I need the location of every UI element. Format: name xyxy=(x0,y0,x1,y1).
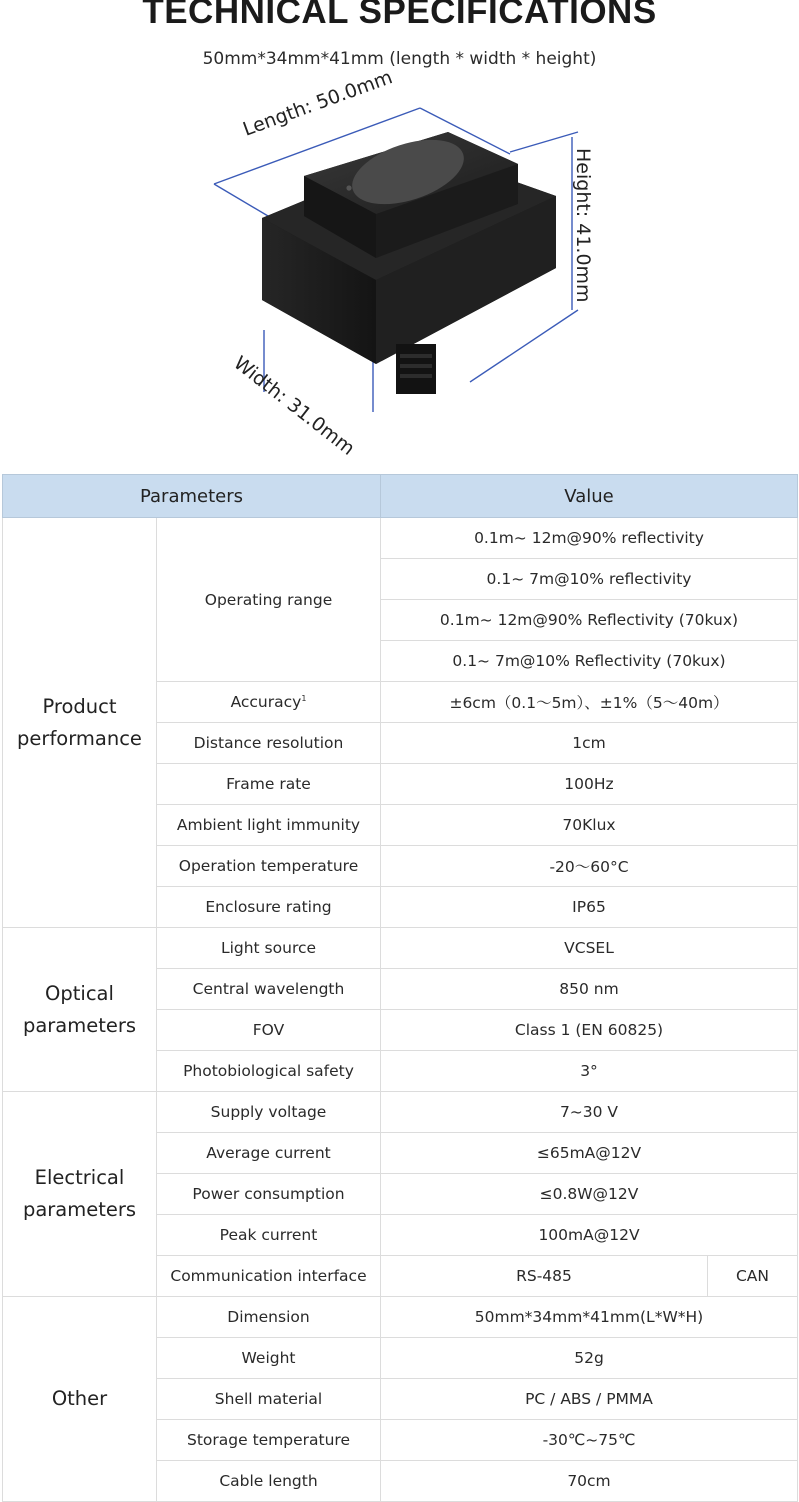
group-electrical-parameters: Electrical parameters xyxy=(3,1092,157,1297)
param-cell: Storage temperature xyxy=(157,1420,381,1461)
header-parameters: Parameters xyxy=(3,475,381,518)
product-image xyxy=(200,92,620,452)
table-row xyxy=(3,1297,798,1338)
accuracy-label: Accuracy xyxy=(230,693,302,711)
value-cell: RS-485 xyxy=(381,1256,708,1297)
param-cell: Enclosure rating xyxy=(157,887,381,928)
value-cell: IP65 xyxy=(381,887,798,928)
table-header xyxy=(3,475,798,518)
value-cell: 50mm*34mm*41mm(L*W*H) xyxy=(381,1297,798,1338)
value-cell: 1cm xyxy=(381,723,798,764)
value-cell: 0.1m~ 12m@90% reflectivity xyxy=(381,518,798,559)
param-cell: Communication interface xyxy=(157,1256,381,1297)
table-row xyxy=(3,928,798,969)
value-cell: Class 1 (EN 60825) xyxy=(381,1010,798,1051)
param-cell: Power consumption xyxy=(157,1174,381,1215)
value-cell: 0.1~ 7m@10% reflectivity xyxy=(381,559,798,600)
value-cell: -20～60°C xyxy=(381,846,798,887)
value-cell: 52g xyxy=(381,1338,798,1379)
group-optical-parameters: Optical parameters xyxy=(3,928,157,1092)
width-label: Width: 31.0mm xyxy=(229,352,359,460)
param-cell: Supply voltage xyxy=(157,1092,381,1133)
param-cell: Shell material xyxy=(157,1379,381,1420)
value-cell: VCSEL xyxy=(381,928,798,969)
param-cell: Central wavelength xyxy=(157,969,381,1010)
page-title: TECHNICAL SPECIFICATIONS xyxy=(142,0,657,31)
group-product-performance: Product performance xyxy=(3,518,157,928)
value-cell: 0.1m~ 12m@90% Reflectivity (70kux) xyxy=(381,600,798,641)
param-cell xyxy=(157,682,381,723)
param-cell: Distance resolution xyxy=(157,723,381,764)
value-cell: ≤0.8W@12V xyxy=(381,1174,798,1215)
group-other: Other xyxy=(3,1297,157,1502)
value-cell: 7~30 V xyxy=(381,1092,798,1133)
param-cell: Operation temperature xyxy=(157,846,381,887)
param-cell: Light source xyxy=(157,928,381,969)
value-cell: -30℃~75℃ xyxy=(381,1420,798,1461)
table-row xyxy=(3,1092,798,1133)
param-cell: Frame rate xyxy=(157,764,381,805)
length-label: Length: 50.0mm xyxy=(240,66,396,141)
value-cell: 0.1~ 7m@10% Reflectivity (70kux) xyxy=(381,641,798,682)
value-cell: 70Klux xyxy=(381,805,798,846)
height-label: Height: 41.0mm xyxy=(572,148,594,303)
value-cell: ±6cm（0.1～5m）、±1%（5～40m） xyxy=(381,682,798,723)
param-cell: FOV xyxy=(157,1010,381,1051)
param-cell: Photobiological safety xyxy=(157,1051,381,1092)
param-cell: Ambient light immunity xyxy=(157,805,381,846)
param-cell: Operating range xyxy=(157,518,381,682)
header-value: Value xyxy=(381,475,798,518)
param-cell: Peak current xyxy=(157,1215,381,1256)
param-cell: Dimension xyxy=(157,1297,381,1338)
param-cell: Weight xyxy=(157,1338,381,1379)
value-cell: 3° xyxy=(381,1051,798,1092)
table-row xyxy=(3,518,798,559)
footnote-marker: 1 xyxy=(301,693,307,703)
value-cell: 100mA@12V xyxy=(381,1215,798,1256)
value-cell: ≤65mA@12V xyxy=(381,1133,798,1174)
value-cell: 850 nm xyxy=(381,969,798,1010)
value-cell: 100Hz xyxy=(381,764,798,805)
page-subtitle: 50mm*34mm*41mm (length * width * height) xyxy=(202,49,597,69)
specs-table xyxy=(2,474,798,1502)
param-cell: Average current xyxy=(157,1133,381,1174)
value-cell: CAN xyxy=(708,1256,798,1297)
value-cell: 70cm xyxy=(381,1461,798,1502)
param-cell: Cable length xyxy=(157,1461,381,1502)
value-cell: PC / ABS / PMMA xyxy=(381,1379,798,1420)
